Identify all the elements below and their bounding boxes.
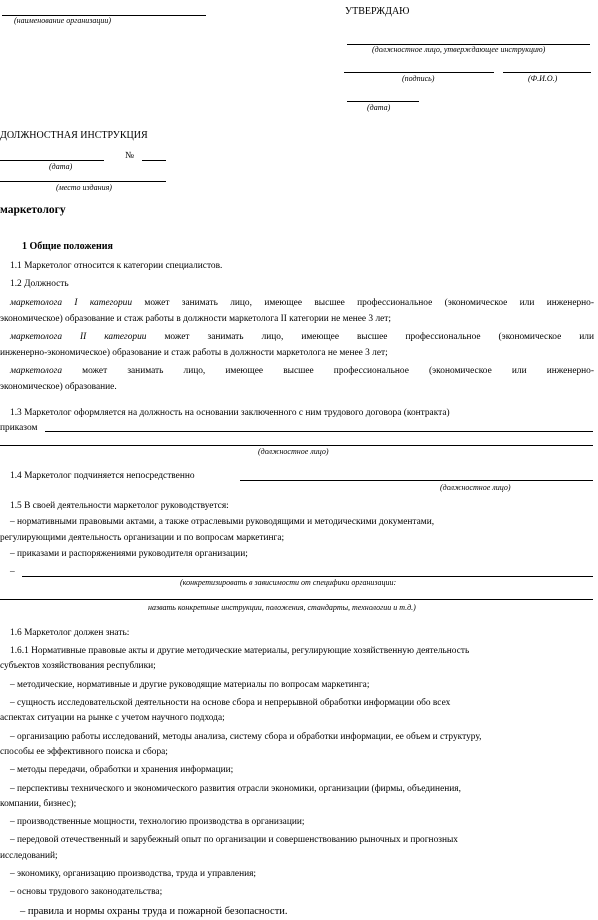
specifics-caption-1: (конкретизировать в зависимости от специфики организации: bbox=[180, 578, 397, 587]
knowledge-1b: субъектов хозяйствования республики; bbox=[0, 661, 156, 671]
approve-label: УТВЕРЖДАЮ bbox=[345, 6, 410, 17]
category-3-name: маркетолога bbox=[10, 366, 63, 376]
signature-caption: (подпись) bbox=[402, 74, 435, 83]
category-2-line-b: инженерно-экономическое) образование и стаж работы в должности маркетолога не менее 3 лет; bbox=[0, 348, 388, 358]
doc-date-caption: (дата) bbox=[49, 162, 73, 171]
category-1-line-a bbox=[10, 295, 594, 312]
section-heading: 1 Общие положения bbox=[22, 241, 113, 252]
knowledge-11: – правила и нормы охраны труда и пожарной безопасности. bbox=[20, 906, 288, 917]
doc-number-line bbox=[142, 160, 166, 161]
knowledge-6b: компании, бизнес); bbox=[0, 799, 77, 809]
knowledge-7: – производственные мощности, технологию производства в организации; bbox=[10, 817, 305, 827]
supervisor-line bbox=[240, 480, 593, 481]
knowledge-4b: способы ее эффективного поиска и сбора; bbox=[0, 747, 168, 757]
category-1-line-b: экономическое) образование и стаж работы в должности маркетолога II категории не менее 3 лет; bbox=[0, 314, 392, 324]
category-3-line-b: экономическое) образование. bbox=[0, 382, 117, 392]
para-1-6: 1.6 Маркетолог должен знать: bbox=[10, 628, 130, 638]
category-1-text: может занимать лицо, имеющее высшее профессиональное (экономическое или инженерно- bbox=[132, 298, 594, 308]
category-2-name: маркетолога II категории bbox=[10, 332, 147, 342]
place-caption: (место издания) bbox=[56, 183, 112, 192]
para-1-3-caption: (должностное лицо) bbox=[258, 447, 329, 456]
order-line-1 bbox=[45, 431, 593, 432]
para-1-2: 1.2 Должность bbox=[10, 279, 69, 289]
knowledge-6a: – перспективы технического и экономического развития отрасли экономики, организации (фирмы, объединения, bbox=[10, 784, 461, 794]
para-1-5: 1.5 В своей деятельности маркетолог руководствуется: bbox=[10, 501, 229, 511]
para-1-3-line-a: 1.3 Маркетолог оформляется на должность на основании заключенного с ним трудового договора (контракта) bbox=[10, 408, 450, 418]
category-2-text: может занимать лицо, имеющее высшее профессиональное (экономическое или bbox=[146, 332, 594, 342]
approve-date-caption: (дата) bbox=[367, 103, 391, 112]
para-1-1: 1.1 Маркетолог относится к категории специалистов. bbox=[10, 261, 223, 271]
knowledge-1a: 1.6.1 Нормативные правовые акты и другие методические материалы, регулирующие хозяйственную деятельность bbox=[10, 646, 470, 656]
approver-position-caption: (должностное лицо, утверждающее инструкцию) bbox=[372, 45, 546, 54]
knowledge-3a: – сущность исследовательской деятельности на основе сбора и непрерывной обработки информации обо всех bbox=[10, 698, 451, 708]
knowledge-2: – методические, нормативные и другие руководящие материалы по вопросам маркетинга; bbox=[10, 680, 370, 690]
category-3-line-a bbox=[10, 363, 594, 380]
number-sign: № bbox=[125, 151, 134, 161]
knowledge-5: – методы передачи, обработки и хранения информации; bbox=[10, 765, 234, 775]
specifics-caption-2: назвать конкретные инструкции, положения, стандарты, технологии и т.д.) bbox=[148, 603, 416, 612]
knowledge-3b: аспектах ситуации на рынке с учетом научного подхода; bbox=[0, 713, 225, 723]
specifics-line-2 bbox=[0, 599, 593, 600]
para-1-4-caption: (должностное лицо) bbox=[440, 483, 511, 492]
order-line-2 bbox=[0, 445, 593, 446]
place-line bbox=[0, 181, 166, 182]
doc-date-line bbox=[0, 160, 104, 161]
para-1-5-dash: – bbox=[10, 567, 15, 577]
fio-line bbox=[503, 72, 591, 73]
org-name-caption: (наименование организации) bbox=[14, 16, 112, 25]
knowledge-8b: исследований; bbox=[0, 851, 58, 861]
para-1-5-item-1a: – нормативными правовыми актами, а также отраслевыми руководящими и методическими документами, bbox=[10, 517, 435, 527]
para-1-5-item-2: – приказами и распоряжениями руководителя организации; bbox=[10, 549, 248, 559]
para-1-3-line-b: приказом bbox=[0, 423, 38, 433]
para-1-5-item-1b: регулирующими деятельность организации и по вопросам маркетинга; bbox=[0, 533, 285, 543]
category-1-name: маркетолога I категории bbox=[10, 298, 133, 308]
fio-caption: (Ф.И.О.) bbox=[528, 74, 558, 83]
category-2-line-a bbox=[10, 329, 594, 346]
specifics-line-1 bbox=[22, 576, 593, 577]
knowledge-4a: – организацию работы исследований, методы анализа, систему сбора и обработки информации, ее объем и структуру, bbox=[10, 732, 482, 742]
knowledge-9: – экономику, организацию производства, труда и управления; bbox=[10, 869, 257, 879]
knowledge-10: – основы трудового законодательства; bbox=[10, 887, 163, 897]
document-title: ДОЛЖНОСТНАЯ ИНСТРУКЦИЯ bbox=[0, 130, 148, 141]
category-3-text: может занимать лицо, имеющее высшее профессиональное (экономическое или инженерно- bbox=[62, 366, 594, 376]
document-subject: маркетологу bbox=[0, 204, 66, 216]
approve-date-line bbox=[347, 101, 419, 102]
knowledge-8a: – передовой отечественный и зарубежный опыт по организации и совершенствованию рыночных и прогнозных bbox=[10, 835, 458, 845]
para-1-4: 1.4 Маркетолог подчиняется непосредственно bbox=[10, 471, 195, 481]
signature-line bbox=[344, 72, 494, 73]
